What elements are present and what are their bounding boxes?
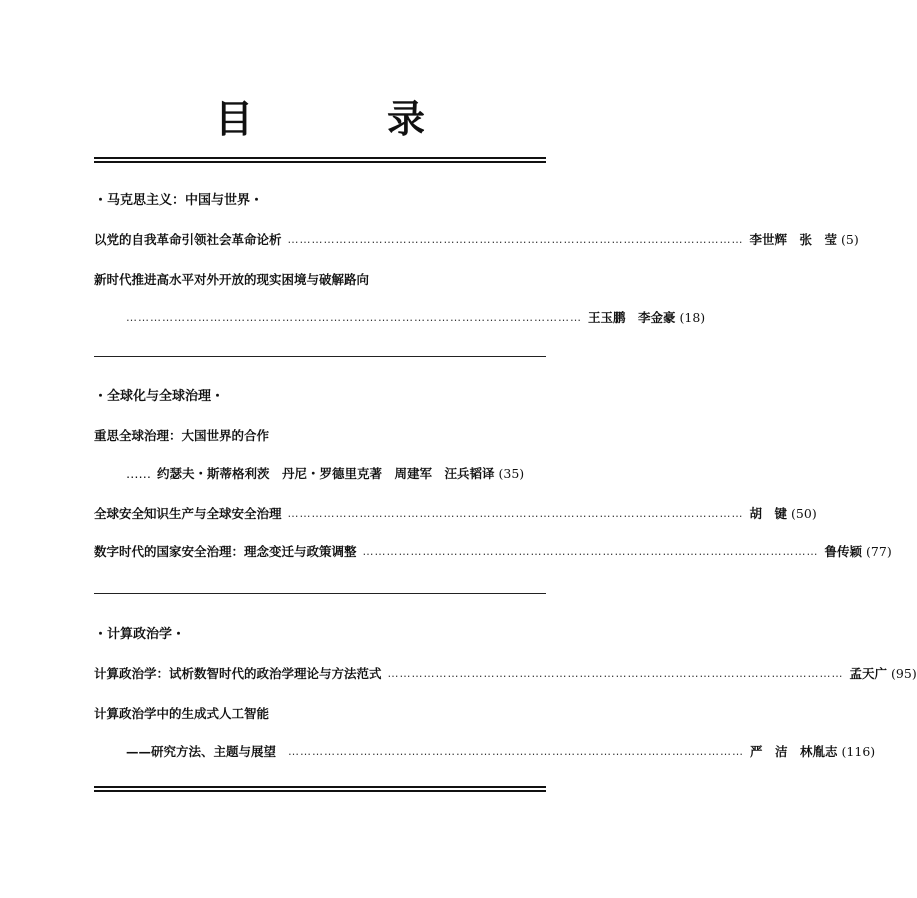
- toc-entry-continuation[interactable]: [126, 742, 876, 762]
- entry-author: 孟天广: [849, 666, 888, 681]
- toc-entry[interactable]: [94, 704, 546, 724]
- leader-dots: ……………………………………………………………………………………………………: [287, 507, 744, 520]
- entry-page: (18): [679, 310, 706, 325]
- leader-dots: ……………………………………………………………………………………………………: [362, 545, 819, 558]
- entry-subtitle: ——研究方法、主题与展望: [126, 744, 277, 759]
- section-divider: [94, 356, 546, 357]
- entry-title: 数字时代的国家安全治理：理念变迁与政策调整: [94, 544, 357, 559]
- entry-page: (35): [498, 466, 525, 481]
- leader-dots: ……………………………………………………………………………………………………: [288, 745, 745, 758]
- entry-title: 以党的自我革命引领社会革命论析: [94, 232, 282, 247]
- toc-entry[interactable]: [94, 664, 917, 684]
- leader-dots: ……………………………………………………………………………………………………: [287, 233, 744, 246]
- entry-title: 计算政治学：试析数智时代的政治学理论与方法范式: [94, 666, 382, 681]
- section-heading-computational-politics: ・计算政治学・: [94, 627, 186, 642]
- toc-entry-continuation[interactable]: [126, 308, 706, 328]
- toc-entry[interactable]: [94, 504, 817, 524]
- bottom-double-rule: [94, 786, 546, 792]
- section-heading-marxism: ・马克思主义：中国与世界・: [94, 193, 264, 208]
- toc-entry[interactable]: [94, 270, 546, 290]
- toc-entry[interactable]: [94, 230, 859, 250]
- toc-entry[interactable]: [94, 426, 546, 446]
- short-leader-dots: ……: [126, 466, 151, 481]
- entry-author: 约瑟夫・斯蒂格利茨 丹尼・罗德里克著 周建军 汪兵韬译: [157, 466, 495, 481]
- leader-dots: ……………………………………………………………………………………………………: [387, 667, 844, 680]
- toc-entry-continuation[interactable]: [126, 464, 546, 484]
- entry-page: (50): [791, 506, 817, 521]
- entry-page: (5): [841, 232, 859, 247]
- entry-title: 计算政治学中的生成式人工智能: [94, 706, 270, 721]
- section-divider: [94, 593, 546, 594]
- entry-author: 王玉鹏 李金豪: [588, 310, 676, 325]
- leader-dots: ……………………………………………………………………………………………………: [126, 311, 582, 324]
- toc-entry[interactable]: [94, 542, 892, 562]
- entry-title: 重思全球治理：大国世界的合作: [94, 428, 270, 443]
- entry-author: 严 洁 林胤志: [750, 744, 838, 759]
- entry-author: 胡 键: [749, 506, 788, 521]
- entry-title: 全球安全知识生产与全球安全治理: [94, 506, 282, 521]
- entry-title: 新时代推进高水平对外开放的现实困境与破解路向: [94, 272, 370, 287]
- section-heading-global-governance: ・全球化与全球治理・: [94, 389, 225, 404]
- top-double-rule: [94, 157, 546, 163]
- entry-author: 鲁传颖: [824, 544, 863, 559]
- page-title: 目 录: [214, 97, 473, 141]
- entry-author: 李世辉 张 莹: [749, 232, 838, 247]
- entry-page: (77): [866, 544, 892, 559]
- entry-page: (95): [891, 666, 917, 681]
- entry-page: (116): [841, 744, 876, 759]
